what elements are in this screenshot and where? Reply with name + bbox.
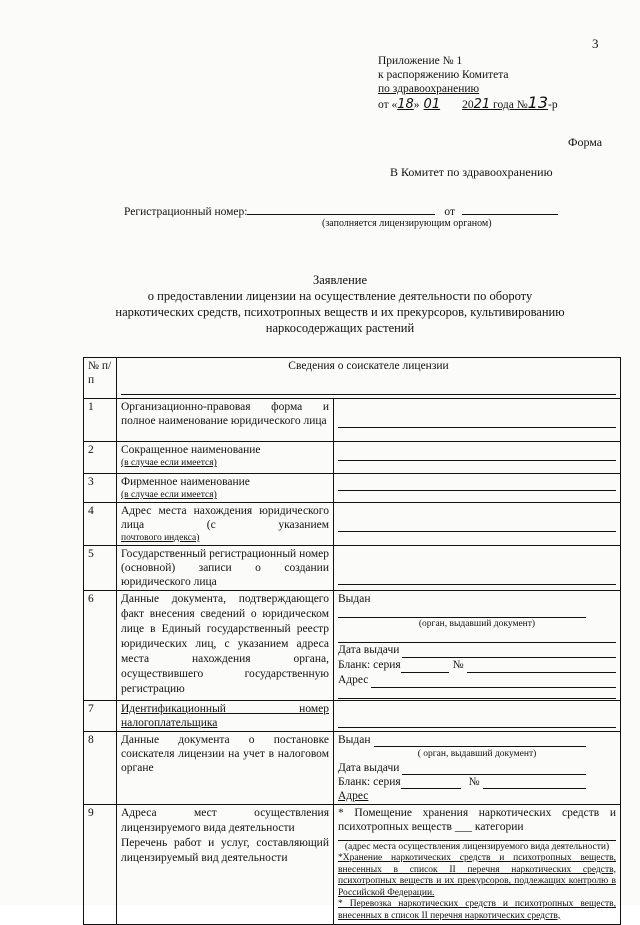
table-row [84,732,621,805]
row-label-text: Фирменное наименование [121,476,250,488]
header-info [117,358,621,399]
row-num: 6 [84,591,117,701]
series-label: Бланк: серия [338,776,401,788]
date-year-suffix: 21 [473,97,491,112]
issue-date-underline [402,647,616,658]
table-row [84,546,621,591]
title-line-1: Заявление [312,273,367,287]
issued-line [338,592,616,607]
row-value[interactable] [334,805,621,925]
applicant-info-table [83,357,621,925]
series-underline [401,662,449,673]
registration-from: от [444,206,455,218]
issued-label: Выдан [338,593,371,605]
number-sign: № [468,776,480,788]
row-num: 9 [84,805,117,925]
storage-underline [338,836,616,841]
issued-underline [374,736,586,747]
date-month: 01 [423,97,441,112]
number-sign: № [452,659,464,671]
issue-date-line [338,761,616,775]
series-underline [401,778,461,789]
issue-date-label: Дата выдачи [338,762,400,774]
issue-date-line [338,643,616,658]
row-label [117,805,334,925]
row-value[interactable] [334,503,621,546]
appendix-decree: к распоряжению Комитета [378,69,509,81]
row-value[interactable] [334,732,621,805]
row-label-text: Адреса мест осуществления лицензируемого вида деятельности [121,807,329,834]
value-line [338,477,616,491]
storage-premises: * Помещение хранения наркотических средств и психотропных веществ ___ категории [338,807,616,833]
storage-item: *Хранение наркотических средств и психотропных веществ, внесенных в список II перечня наркотических средств, психотропных веществ и их прекурсоров, подлежащих контролю в Российской Федерации. [338,853,616,898]
decree-number: 13 [527,93,549,112]
series-line [338,775,616,789]
row-label: Идентификационный номер налогоплательщика [117,701,334,732]
row-label [117,474,334,503]
value-line [338,414,616,428]
date-year-prefix: 20 [462,99,474,111]
address-note: (адрес места осуществления лицензируемого вида деятельности) [344,842,610,852]
value-line [338,571,616,585]
row-label: Государственный регистрационный номер (основной) записи о создании юридического лица [117,546,334,591]
date-prefix: от « [378,99,398,111]
decree-suffix: -р [548,99,558,111]
table-header-row [84,358,621,399]
address-label: Адрес [338,790,369,802]
issue-date-label: Дата выдачи [338,644,400,656]
row-value[interactable] [334,701,621,732]
header-info-line [121,381,616,395]
address-line [338,673,616,688]
blank-underline [338,632,616,643]
table-row [84,701,621,732]
address-line-2 [338,688,616,699]
date-year-word: года № [490,99,528,111]
address-label: Адрес [338,674,369,686]
row-value[interactable] [334,399,621,442]
row-value[interactable] [334,546,621,591]
row-value[interactable] [334,474,621,503]
page-number: 3 [592,36,599,51]
address-line [338,789,616,803]
series-line [338,658,616,673]
row-label-note: (в случае если имеется) [121,458,217,468]
row-num: 1 [84,399,117,442]
row-label-note: почтового индекса) [121,533,200,543]
row-num: 5 [84,546,117,591]
row-num: 8 [84,732,117,805]
blank-line [338,632,616,643]
row-label-text: Адрес места нахождения юридического лица (с указанием [121,505,329,531]
table-row [84,442,621,474]
row-label: Данные документа, подтверждающего факт внесения сведений о юридическом лице в Единый государственный реестр юридических лиц, с указанием адреса места нахождения органа, осуществившего государственную регистрацию [117,591,334,701]
series-label: Бланк: серия [338,659,401,671]
row-label-text-2: Перечень работ и услуг, составляющий лицензируемый вид деятельности [121,837,329,864]
registration-note: (заполняется лицензирующим органом) [322,218,492,229]
table-row [84,805,621,925]
table-row [84,591,621,701]
issuer-note: ( орган, выдавший документ) [417,749,537,759]
date-quote: » [413,99,420,111]
address-underline [371,677,616,688]
header-num: № п/п [84,358,117,399]
addressee: В Комитет по здравоохранению [390,165,553,179]
transport-item: * Перевозка наркотических средств и психотропных веществ, внесенных в список II перечня наркотических средств, [338,899,616,921]
row-label: Организационно-правовая форма и полное наименование юридического лица [117,399,334,442]
row-label-note: (в случае если имеется) [121,490,217,500]
row-num: 7 [84,701,117,732]
value-line [338,518,616,532]
row-label: Данные документа о постановке соискателя лицензии на учет в налоговом органе [117,732,334,805]
title-line-2: о предоставлении лицензии на осуществление деятельности по обороту [147,289,533,303]
value-line [338,447,616,461]
row-num: 3 [84,474,117,503]
issuer-note: (орган, выдавший документ) [418,619,536,629]
row-num: 2 [84,442,117,474]
row-value[interactable] [334,591,621,701]
table-row [84,399,621,442]
date-day: 18 [397,97,414,112]
registration-label: Регистрационный номер: [124,206,248,218]
appendix-date-line [378,93,558,112]
appendix-committee-text: по здравоохранению [378,83,480,95]
table-row [84,503,621,546]
value-line [338,714,616,728]
appendix-header [378,54,558,112]
row-value[interactable] [334,442,621,474]
registration-date-line [462,204,558,215]
table-row [84,474,621,503]
number-underline [483,778,586,789]
form-label: Форма [568,135,603,149]
issue-date-underline [402,764,586,775]
issued-line [338,733,616,747]
issued-label: Выдан [338,734,371,746]
row-label-text: Сокращенное наименование [121,444,261,456]
appendix-title: Приложение № 1 [378,55,463,67]
row-label [117,442,334,474]
address-underline-2 [338,688,616,699]
title-line-3: наркотических средств, психотропных веществ и их прекурсоров, культивированию [115,305,565,319]
registration-number-line [247,204,435,215]
number-underline [467,662,616,673]
row-label [117,503,334,546]
row-num: 4 [84,503,117,546]
title-line-4: наркосодержащих растений [265,321,415,335]
header-info-text: Сведения о соискателе лицензии [288,360,449,372]
document-title [60,272,620,336]
